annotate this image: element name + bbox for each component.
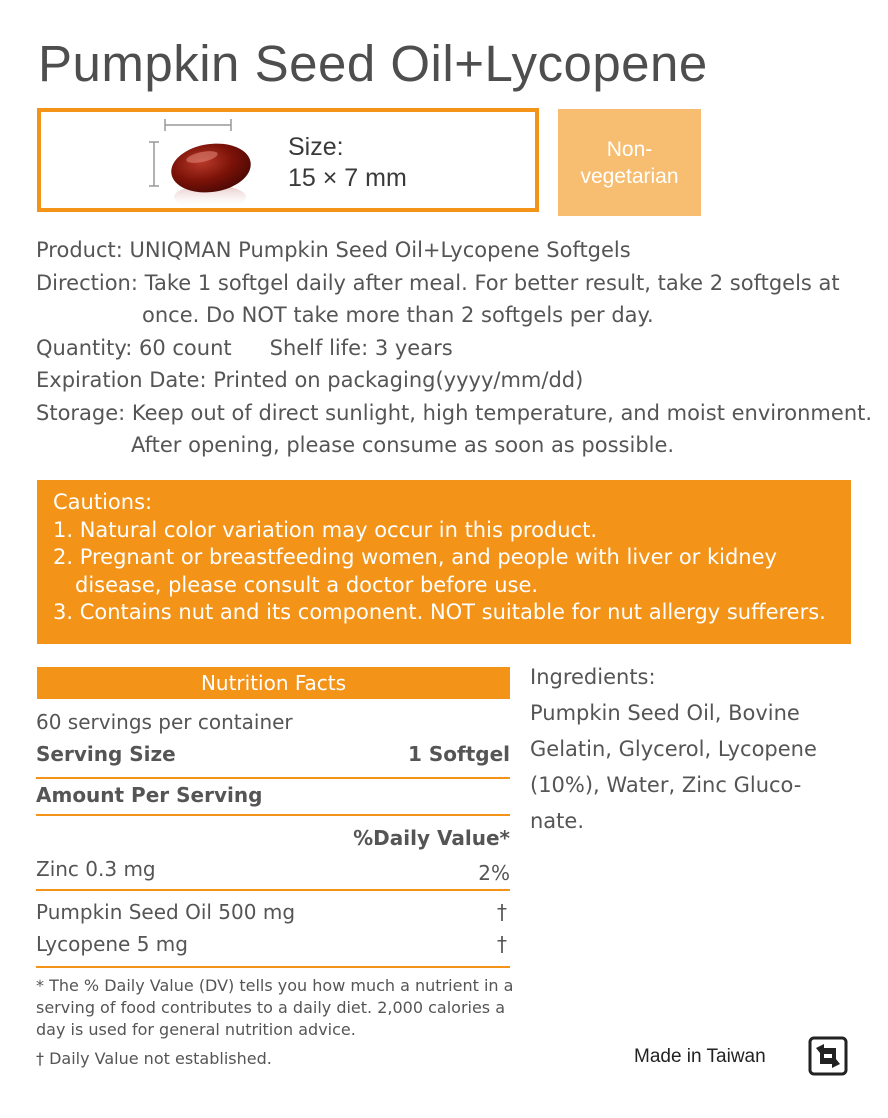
- quantity-shelf-line: [36, 332, 876, 365]
- non-vegetarian-badge: [558, 109, 701, 216]
- daily-value-header: %Daily Value*: [353, 826, 510, 850]
- recycling-symbol-icon: [808, 1036, 848, 1076]
- nutrient-row: [36, 900, 510, 924]
- storage-line-2: After opening, please consume as soon as possible.: [131, 433, 675, 457]
- servings-row: [36, 710, 510, 734]
- nutrient-dv: †: [497, 932, 507, 956]
- divider: [36, 966, 510, 968]
- caution-item-3: 3. Contains nut and its component. NOT suitable for nut allergy sufferers.: [53, 600, 826, 624]
- caution-item-2: 2. Pregnant or breastfeeding women, and people with liver or kidney: [53, 545, 777, 569]
- serving-size-label: Serving Size: [36, 742, 176, 766]
- direction-line-1: Direction: Take 1 softgel daily after meal. For better result, take 2 softgels at: [36, 270, 840, 295]
- ingredients: [530, 659, 850, 839]
- divider: [36, 889, 510, 891]
- size-info: [288, 132, 407, 194]
- size-label: Size:: [288, 133, 344, 161]
- product-line: Product: UNIQMAN Pumpkin Seed Oil+Lycopene Softgels: [36, 238, 631, 262]
- nutrient-name: Zinc 0.3 mg: [36, 857, 156, 881]
- caution-item-1: 1. Natural color variation may occur in this product.: [53, 517, 598, 542]
- nutrition-facts-header: Nutrition Facts: [37, 667, 510, 699]
- nutrient-dv: 2%: [478, 861, 510, 885]
- badge-line-1: Non-: [606, 137, 653, 161]
- daily-value-header-row: [36, 826, 510, 850]
- nutrient-row: [36, 932, 510, 956]
- caution-item-2-cont: disease, please consult a doctor before use.: [75, 572, 539, 597]
- dagger-note: † Daily Value not established.: [36, 1049, 272, 1068]
- amount-per-serving-row: [36, 783, 510, 807]
- cautions-box: [37, 480, 851, 644]
- shelf-life: Shelf life: 3 years: [269, 335, 453, 360]
- size-value: 15 × 7 mm: [288, 164, 407, 192]
- servings-per-container: 60 servings per container: [36, 710, 293, 734]
- daily-value-footnote: * The % Daily Value (DV) tells you how much a nutrient in a serving of food contributes to a daily diet. 2,000 calories a day is used for general nutrition advice.: [36, 976, 514, 1039]
- nutrient-name: Pumpkin Seed Oil 500 mg: [36, 900, 296, 924]
- ingredients-text: Pumpkin Seed Oil, Bovine Gelatin, Glycerol, Lycopene (10%), Water, Zinc Gluco-nate.: [530, 701, 817, 833]
- serving-size-value: 1 Softgel: [407, 742, 510, 766]
- expiration-line: Expiration Date: Printed on packaging(yyyy/mm/dd): [36, 368, 584, 392]
- softgel-capsule-image: [140, 115, 270, 213]
- divider: [36, 814, 510, 816]
- nutrient-dv: †: [497, 900, 507, 924]
- quantity: Quantity: 60 count: [36, 335, 232, 360]
- nutrient-row: [36, 857, 510, 885]
- page-title: Pumpkin Seed Oil+Lycopene: [38, 35, 708, 92]
- serving-size-row: [36, 742, 510, 766]
- divider: [36, 777, 510, 779]
- direction-line-2: once. Do NOT take more than 2 softgels per day.: [142, 303, 654, 327]
- ingredients-heading: Ingredients:: [530, 665, 656, 689]
- storage-line-1: Storage: Keep out of direct sunlight, high temperature, and moist environment.: [36, 400, 873, 425]
- badge-line-2: vegetarian: [580, 164, 679, 188]
- product-info: [36, 234, 876, 462]
- amount-per-serving: Amount Per Serving: [36, 783, 263, 807]
- nutrient-name: Lycopene 5 mg: [36, 932, 188, 956]
- cautions-heading: Cautions:: [53, 490, 153, 514]
- made-in-taiwan: Made in Taiwan: [634, 1046, 766, 1067]
